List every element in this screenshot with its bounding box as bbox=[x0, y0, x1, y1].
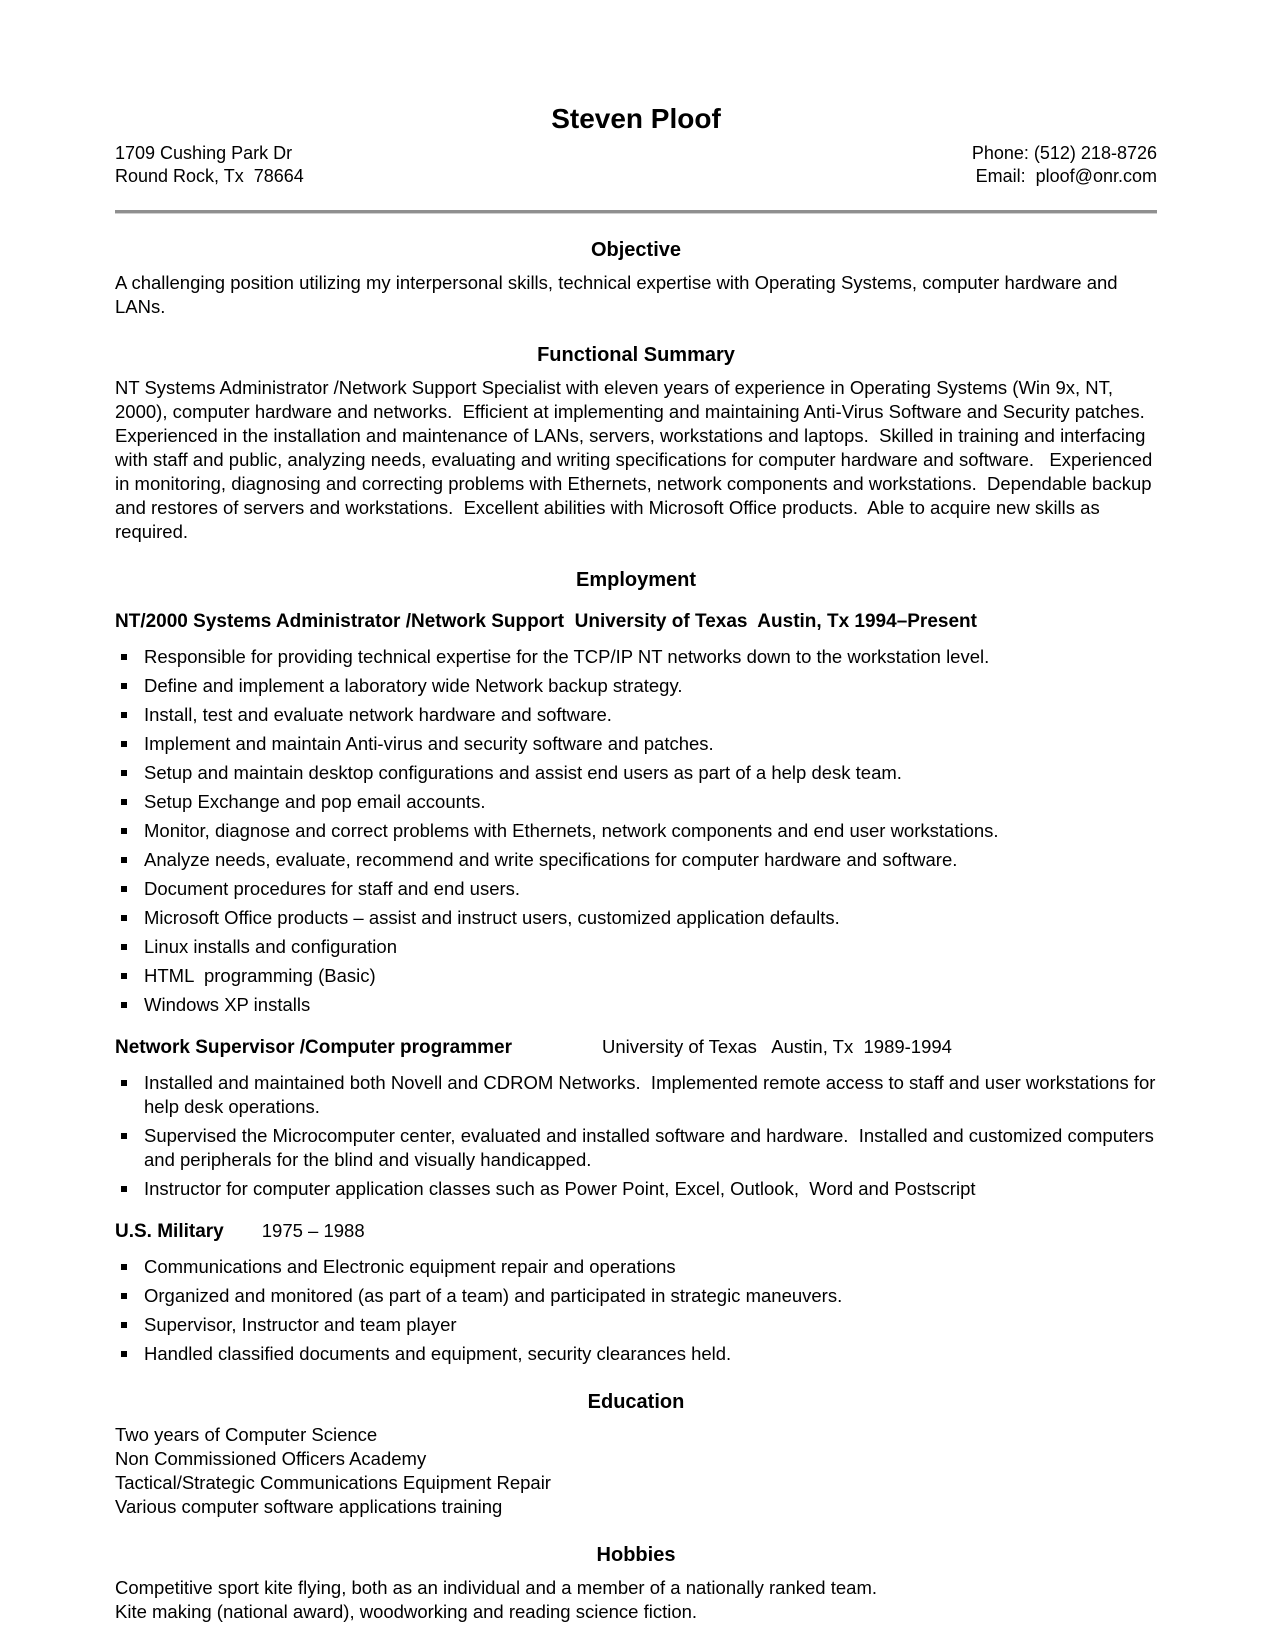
hobbies-line: Kite making (national award), woodworking and reading science fiction. bbox=[115, 1601, 698, 1622]
objective-heading: Objective bbox=[590, 239, 682, 261]
bullet-icon bbox=[121, 1186, 127, 1192]
bullet-text: Handled classified documents and equipment, security clearances held. bbox=[144, 1343, 732, 1364]
bullet-text: Responsible for providing technical expertise for the TCP/IP NT networks down to the workstation level. bbox=[144, 646, 990, 667]
list-item bbox=[121, 993, 1157, 1017]
bullet-icon bbox=[121, 1264, 127, 1270]
address-line-1: 1709 Cushing Park Dr bbox=[115, 143, 293, 163]
job-title-text: Network Supervisor /Computer programmer bbox=[115, 1037, 512, 1058]
bullet-icon bbox=[121, 1293, 127, 1299]
job-title-text: U.S. Military bbox=[115, 1221, 224, 1242]
hobbies-heading: Hobbies bbox=[596, 1544, 676, 1566]
bullet-icon bbox=[121, 1002, 127, 1008]
functional-summary-text: NT Systems Administrator /Network Support Specialist with eleven years of experience in Operating Systems (Win 9x, NT, 2000), computer hardware and networks. Efficient at implementing and maintaining Anti-Virus Software and Security patches. Experienced in the installation and maintenance of LANs, servers, workstations and laptops. Skilled in training and interfacing with staff and public, analyzing needs, evaluating and writing specifications for computer hardware and software. Experienced in monitoring, diagnosing and correcting problems with Ethernets, network components and workstations. Dependable backup and restores of servers and workstations. Excellent abilities with Microsoft Office products. Able to acquire new skills as required. bbox=[115, 377, 1158, 542]
list-item bbox=[121, 848, 1157, 872]
bullet-text: Linux installs and configuration bbox=[144, 936, 397, 957]
job-nt2000-bullet-list bbox=[115, 645, 1157, 1017]
education-line: Various computer software applications training bbox=[115, 1496, 503, 1517]
header-divider bbox=[115, 210, 1157, 214]
bullet-text: Document procedures for staff and end users. bbox=[144, 878, 521, 899]
person-name: Steven Ploof bbox=[551, 103, 721, 134]
bullet-text: Installed and maintained both Novell and CDROM Networks. Implemented remote access to staff and user workstations for help desk operations. bbox=[144, 1072, 1161, 1117]
list-item bbox=[121, 1313, 1157, 1337]
education-heading: Education bbox=[587, 1391, 685, 1413]
list-item bbox=[121, 790, 1157, 814]
job-us-military-bullet-list bbox=[115, 1255, 1157, 1366]
bullet-text: Microsoft Office products – assist and instruct users, customized application defaults. bbox=[144, 907, 840, 928]
list-item bbox=[121, 761, 1157, 785]
bullet-text: Install, test and evaluate network hardware and software. bbox=[144, 704, 612, 725]
list-item bbox=[121, 645, 1157, 669]
bullet-icon bbox=[121, 654, 127, 660]
hobbies-lines bbox=[115, 1576, 1157, 1624]
list-item bbox=[121, 674, 1157, 698]
bullet-icon bbox=[121, 1322, 127, 1328]
bullet-icon bbox=[121, 886, 127, 892]
bullet-text: Setup and maintain desktop configurations and assist end users as part of a help desk team. bbox=[144, 762, 902, 783]
list-item bbox=[121, 1124, 1157, 1172]
bullet-icon bbox=[121, 770, 127, 776]
bullet-text: Organized and monitored (as part of a team) and participated in strategic maneuvers. bbox=[144, 1285, 843, 1306]
bullet-text: Define and implement a laboratory wide Network backup strategy. bbox=[144, 675, 683, 696]
list-item bbox=[121, 1284, 1157, 1308]
job-detail-text: 1975 – 1988 bbox=[261, 1220, 365, 1241]
bullet-icon bbox=[121, 828, 127, 834]
bullet-icon bbox=[121, 683, 127, 689]
hobbies-line: Competitive sport kite flying, both as an individual and a member of a nationally ranked team. bbox=[115, 1577, 877, 1598]
employment-heading: Employment bbox=[575, 569, 697, 591]
education-lines bbox=[115, 1423, 1157, 1519]
list-item bbox=[121, 935, 1157, 959]
phone-email-block bbox=[972, 142, 1157, 188]
list-item bbox=[121, 1071, 1161, 1119]
bullet-text: Supervised the Microcomputer center, evaluated and installed software and hardware. Installed and customized computers and peripherals for the blind and visually handicapped. bbox=[144, 1125, 1159, 1170]
bullet-text: Monitor, diagnose and correct problems with Ethernets, network components and end user workstations. bbox=[144, 820, 999, 841]
bullet-icon bbox=[121, 915, 127, 921]
list-item bbox=[121, 877, 1157, 901]
job-detail-text: University of Texas Austin, Tx 1989-1994 bbox=[601, 1036, 952, 1057]
bullet-text: Supervisor, Instructor and team player bbox=[144, 1314, 457, 1335]
list-item bbox=[121, 964, 1157, 988]
list-item bbox=[121, 1255, 1157, 1279]
bullet-icon bbox=[121, 1351, 127, 1357]
bullet-icon bbox=[121, 857, 127, 863]
objective-text: A challenging position utilizing my interpersonal skills, technical expertise with Operating Systems, computer hardware and LANs. bbox=[115, 272, 1123, 317]
functional-summary-heading: Functional Summary bbox=[537, 344, 735, 366]
bullet-icon bbox=[121, 1080, 127, 1086]
bullet-icon bbox=[121, 973, 127, 979]
list-item bbox=[121, 1342, 1157, 1366]
bullet-text: Instructor for computer application classes such as Power Point, Excel, Outlook, Word and Postscript bbox=[144, 1178, 976, 1199]
address-line-2: Round Rock, Tx 78664 bbox=[115, 166, 304, 186]
education-line: Non Commissioned Officers Academy bbox=[115, 1448, 427, 1469]
job-title-nt2000: NT/2000 Systems Administrator /Network Support University of Texas Austin, Tx 1994–Present bbox=[115, 611, 977, 632]
bullet-icon bbox=[121, 712, 127, 718]
job-title-network-supervisor bbox=[115, 1035, 1157, 1060]
bullet-text: Analyze needs, evaluate, recommend and write specifications for computer hardware and software. bbox=[144, 849, 958, 870]
list-item bbox=[121, 703, 1157, 727]
list-item bbox=[121, 1177, 1157, 1201]
bullet-icon bbox=[121, 799, 127, 805]
bullet-icon bbox=[121, 1133, 127, 1139]
bullet-text: Implement and maintain Anti-virus and security software and patches. bbox=[144, 733, 714, 754]
job-title-us-military bbox=[115, 1219, 1157, 1244]
education-line: Tactical/Strategic Communications Equipment Repair bbox=[115, 1472, 551, 1493]
education-line: Two years of Computer Science bbox=[115, 1424, 378, 1445]
bullet-icon bbox=[121, 944, 127, 950]
contact-block bbox=[115, 142, 1157, 188]
job-network-supervisor-bullet-list bbox=[115, 1071, 1161, 1201]
list-item bbox=[121, 819, 1157, 843]
list-item bbox=[121, 906, 1157, 930]
bullet-text: Communications and Electronic equipment repair and operations bbox=[144, 1256, 676, 1277]
phone-line: Phone: (512) 218-8726 bbox=[971, 143, 1157, 163]
address-block bbox=[115, 142, 304, 188]
bullet-text: Setup Exchange and pop email accounts. bbox=[144, 791, 486, 812]
list-item bbox=[121, 732, 1157, 756]
bullet-text: Windows XP installs bbox=[144, 994, 311, 1015]
bullet-icon bbox=[121, 741, 127, 747]
email-line: Email: ploof@onr.com bbox=[975, 166, 1157, 186]
bullet-text: HTML programming (Basic) bbox=[144, 965, 376, 986]
